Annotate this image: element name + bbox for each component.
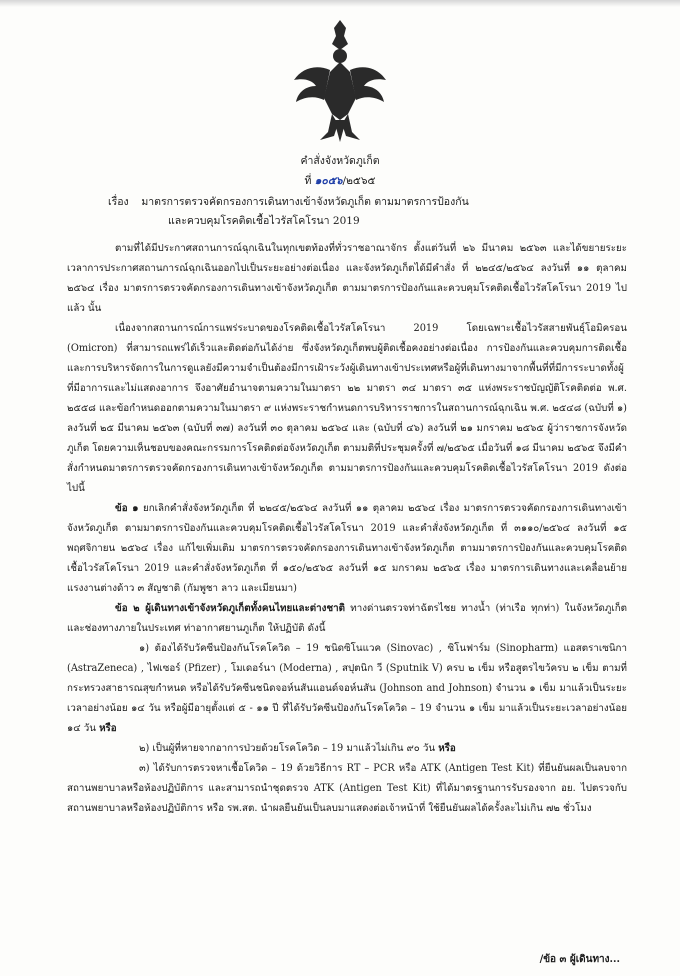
order-title: คำสั่งจังหวัดภูเก็ต bbox=[300, 155, 380, 167]
subject-line-2: และควบคุมโรคติดเชื้อไวรัสโคโรนา 2019 bbox=[168, 215, 360, 227]
subject-block bbox=[108, 193, 588, 231]
clause-1-label: ข้อ ๑ bbox=[115, 503, 139, 514]
continuation-note: /ข้อ ๓ ผู้เดินทาง... bbox=[539, 954, 620, 965]
order-number bbox=[0, 172, 680, 189]
order-number-suffix: /๒๕๖๕ bbox=[342, 175, 376, 187]
or-word-2: หรือ bbox=[438, 743, 456, 754]
item-2-text: ๒) เป็นผู้ที่หายจากอาการป่วยด้วยโรคโควิด – 19 มาแล้วไม่เกิน ๙๐ วัน bbox=[139, 743, 436, 754]
clause-1 bbox=[67, 499, 627, 599]
order-number-handwritten: ๑๐๕๖ bbox=[314, 175, 343, 187]
subject-line-1: มาตรการตรวจคัดกรองการเดินทางเข้าจังหวัดภูเก็ต ตามมาตรการป้องกัน bbox=[141, 196, 469, 208]
clause-2 bbox=[67, 599, 627, 639]
clause-2-heading: ข้อ ๒ ผู้เดินทางเข้าจังหวัดภูเก็ตทั้งคนไทยและต่างชาติ bbox=[115, 603, 345, 614]
order-body bbox=[67, 239, 627, 819]
scan-edge bbox=[0, 0, 680, 7]
clause-2-item-2 bbox=[67, 739, 627, 759]
clause-2-text: ทางด่านตรวจท่าฉัตรไชย ทางน้ำ (ท่าเรือ ทุกท่า) ในจังหวัดภูเก็ต และช่องทางภายในประเทศ ท่าอากาศยานภูเก็ต ให้ปฏิบัติ ดังนี้ bbox=[67, 603, 627, 634]
or-word-1: หรือ bbox=[99, 723, 117, 734]
clause-2-item-1 bbox=[67, 639, 627, 739]
paragraph-reason: เนื่องจากสถานการณ์การแพร่ระบาดของโรคติดเชื้อไวรัสโคโรนา 2019 โดยเฉพาะเชื้อไวรัสสายพันธุ์โอมิครอน (Omicron) ที่สามารถแพร่ได้เร็วและติดต่อกันได้ง่าย ซึ่งจังหวัดภูเก็ตพบผู้ติดเชื้อคงอย่างต่อเนื่อง การป้องกันและควบคุมการติดเชื้อและการบริหารจัดการในการดูแลยังมีความจำเป็นต้องมีการเฝ้าระวังผู้เดินทางเข้าประเทศหรือผู้ที่เดินทางมาจากพื้นที่ที่มีการระบาดทั้งผู้ที่มีอาการและไม่แสดงอาการ จึงอาศัยอำนาจตามความในมาตรา ๒๒ มาตรา ๓๔ มาตรา ๓๕ แห่งพระราชบัญญัติโรคติดต่อ พ.ศ. ๒๕๕๘ และข้อกำหนดออกตามความในมาตรา ๙ แห่งพระราชกำหนดการบริหารราชการในสถานการณ์ฉุกเฉิน พ.ศ. ๒๕๔๘ (ฉบับที่ ๑) ลงวันที่ ๒๕ มีนาคม ๒๕๖๓ (ฉบับที่ ๓๗) ลงวันที่ ๓๐ ตุลาคม ๒๕๖๔ และ (ฉบับที่ ๔๖) ลงวันที่ ๒๑ มกราคม ๒๕๖๕ ผู้ว่าราชการจังหวัดภูเก็ต โดยความเห็นชอบของคณะกรรมการโรคติดต่อจังหวัดภูเก็ต ตามมติที่ประชุมครั้งที่ ๗/๒๕๖๕ เมื่อวันที่ ๑๘ มีนาคม ๒๕๖๕ จึงมีคำสั่งกำหนดมาตรการตรวจคัดกรองการเดินทางเข้าจังหวัดภูเก็ต ตามมาตรการป้องกันและควบคุมโรคติดเชื้อไวรัสโคโรนา 2019 ดังต่อไปนี้ bbox=[67, 323, 627, 494]
garuda-emblem-icon bbox=[290, 14, 390, 144]
paragraph-preamble: ตามที่ได้มีประกาศสถานการณ์ฉุกเฉินในทุกเขตท้องที่ทั่วราชอาณาจักร ตั้งแต่วันที่ ๒๖ มีนาคม ๒๕๖๓ และได้ขยายระยะเวลาการประกาศสถานการณ์ฉุกเฉินออกไปเป็นระยะอย่างต่อเนื่อง และจังหวัดภูเก็ตได้มีคำสั่ง ที่ ๒๒๔๕/๒๕๖๔ ลงวันที่ ๑๑ ตุลาคม ๒๕๖๔ เรื่อง มาตรการตรวจคัดกรองการเดินทางเข้าจังหวัดภูเก็ต ตามมาตรการป้องกันและควบคุมโรคติดเชื้อไวรัสโคโรนา 2019 ไปแล้ว นั้น bbox=[67, 243, 627, 314]
order-number-prefix: ที่ bbox=[304, 175, 312, 187]
clause-2-item-3: ๓) ได้รับการตรวจหาเชื้อโควิด – 19 ด้วยวิธีการ RT – PCR หรือ ATK (Antigen Test Kit) ที่ยืนยันผลเป็นลบจากสถานพยาบาลหรือห้องปฏิบัติการ และสามารถนำชุดตรวจ ATK (Antigen Test Kit) ที่ได้มาตรฐานการรับรองจาก อย. ไปตรวจกับสถานพยาบาลหรือห้องปฏิบัติการ หรือ รพ.สต. นำผลยืนยันเป็นลบมาแสดงต่อเจ้าหน้าที่ ใช้ยืนยันผลได้ครั้งละไม่เกิน ๗๒ ชั่วโมง bbox=[67, 763, 627, 814]
subject-label: เรื่อง bbox=[108, 196, 129, 208]
clause-1-text: ยกเลิกคำสั่งจังหวัดภูเก็ต ที่ ๒๒๔๕/๒๕๖๔ ลงวันที่ ๑๑ ตุลาคม ๒๕๖๔ เรื่อง มาตรการตรวจคัดกรองการเดินทางเข้าจังหวัดภูเก็ต ตามมาตรการป้องกันและควบคุมโรคติดเชื้อไวรัสโคโรนา 2019 และคำสั่งจังหวัดภูเก็ต ที่ ๓๑๑๐/๒๕๖๔ ลงวันที่ ๑๕ พฤศจิกายน ๒๕๖๔ เรื่อง แก้ไขเพิ่มเติม มาตรการตรวจคัดกรองการเดินทางเข้าจังหวัดภูเก็ต ตามมาตรการป้องกันและควบคุมโรคติดเชื้อไวรัสโคโรนา 2019 และคำสั่งจังหวัดภูเก็ต ที่ ๑๕๐/๒๕๖๕ ลงวันที่ ๑๕ มกราคม ๒๕๖๕ เรื่อง มาตรการเดินทางและเคลื่อนย้ายแรงงานต่างด้าว ๓ สัญชาติ (กัมพูชา ลาว และเมียนมา) bbox=[67, 503, 627, 594]
item-1-text: ๑) ต้องได้รับวัคซีนป้องกันโรคโควิด – 19 ชนิดซิโนแวค (Sinovac) , ซิโนฟาร์ม (Sinopharm) แอสตราเซนิกา (AstraZeneca) , ไฟเซอร์ (Pfizer) , โมเดอร์นา (Moderna) , สปุตนิก วี (Sputnik V) ครบ ๒ เข็ม หรือสูตรไขว้ครบ ๒ เข็ม ตามที่กระทรวงสาธารณสุขกำหนด หรือได้รับวัคซีนชนิดจอห์นสันแอนด์จอห์นสัน (Johnson and Johnson) จำนวน ๑ เข็ม มาแล้วเป็นระยะเวลาอย่างน้อย ๑๔ วัน หรือผู้มีอายุตั้งแต่ ๕ - ๑๑ ปี ที่ได้รับวัคซีนป้องกันโรคโควิด – 19 จำนวน ๑ เข็ม มาแล้วเป็นระยะเวลาอย่างน้อย ๑๔ วัน bbox=[67, 643, 627, 734]
